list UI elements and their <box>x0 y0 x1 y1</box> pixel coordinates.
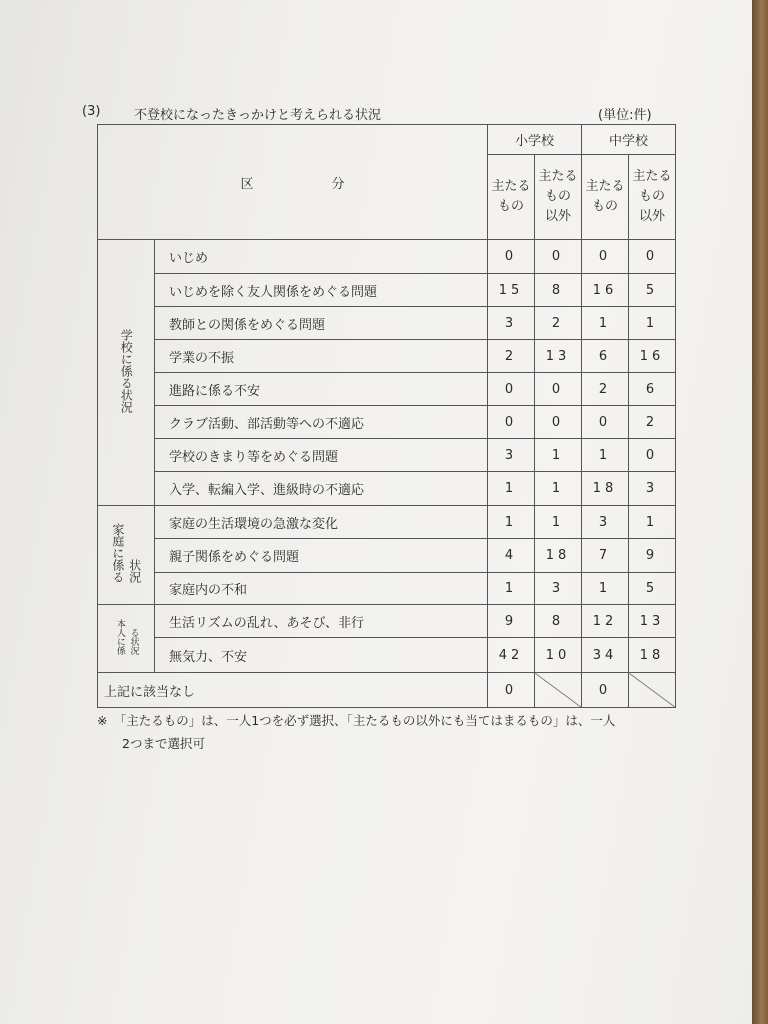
cell-value: 2 <box>629 406 676 439</box>
section-number: (3) <box>82 104 101 119</box>
cell-value: 5 <box>629 274 676 307</box>
cell-value: 1 <box>535 439 582 472</box>
table-row <box>98 274 676 307</box>
footnote-line2: 2つまで選択可 <box>122 736 205 751</box>
cell-value: 0 <box>535 406 582 439</box>
cell-value: 0 <box>488 240 535 274</box>
row-label: 入学、転編入学、進級時の不適応 <box>155 472 488 506</box>
section-title: 不登校になったきっかけと考えられる状況 <box>134 108 382 123</box>
cell-value: 1 <box>488 573 535 605</box>
cell-value: 3 <box>582 506 629 539</box>
jh-other-line1: 主たる <box>632 169 672 184</box>
cell-value: 0 <box>629 439 676 472</box>
table-row <box>98 573 676 605</box>
cell-value: 0 <box>488 673 535 708</box>
desk-edge <box>752 0 768 1024</box>
elementary-header: 小学校 <box>488 125 582 155</box>
cell-value: 16 <box>629 340 676 373</box>
table-row <box>98 638 676 673</box>
cell-value: 4 <box>488 539 535 573</box>
jh-main-line1: 主たる <box>585 179 625 194</box>
cell-value: 0 <box>488 373 535 406</box>
cell-value: 0 <box>582 240 629 274</box>
header-row-schools <box>98 125 676 155</box>
group-school <box>98 240 155 506</box>
group-self-label-a: 本人に係 <box>114 618 125 655</box>
cell-value: 15 <box>488 274 535 307</box>
row-label: 学校のきまり等をめぐる問題 <box>155 439 488 472</box>
table-row <box>98 605 676 638</box>
table-row <box>98 340 676 373</box>
table-row <box>98 539 676 573</box>
cell-value: 12 <box>582 605 629 638</box>
row-label: クラブ活動、部活動等への不適応 <box>155 406 488 439</box>
cell-value: 2 <box>535 307 582 340</box>
cell-value: 0 <box>535 373 582 406</box>
row-label: 教師との関係をめぐる問題 <box>155 307 488 340</box>
cell-value: 18 <box>535 539 582 573</box>
elem-other-line3: 以外 <box>544 209 571 224</box>
cell-value: 18 <box>629 638 676 673</box>
table-row <box>98 506 676 539</box>
cell-value: 8 <box>535 274 582 307</box>
cell-value: 7 <box>582 539 629 573</box>
row-label: 家庭の生活環境の急激な変化 <box>155 506 488 539</box>
row-label-none: 上記に該当なし <box>98 673 488 708</box>
diagonal-empty-cell <box>629 673 676 708</box>
cell-value: 8 <box>535 605 582 638</box>
cell-value: 2 <box>582 373 629 406</box>
jh-main-line2: もの <box>591 199 618 214</box>
cell-value: 9 <box>488 605 535 638</box>
row-label: 無気力、不安 <box>155 638 488 673</box>
cell-value: 3 <box>488 439 535 472</box>
cell-value: 1 <box>582 439 629 472</box>
cell-value: 3 <box>488 307 535 340</box>
row-label: 生活リズムの乱れ、あそび、非行 <box>155 605 488 638</box>
cell-value: 10 <box>535 638 582 673</box>
group-family-label-b: 状況 <box>127 559 142 583</box>
table-row-none <box>98 673 676 708</box>
cell-value: 1 <box>582 307 629 340</box>
elem-main-line2: もの <box>497 199 524 214</box>
elem-main-line1: 主たる <box>491 179 531 194</box>
cell-value: 3 <box>629 472 676 506</box>
elem-other-line1: 主たる <box>538 169 578 184</box>
cell-value: 16 <box>582 274 629 307</box>
group-self <box>98 605 155 673</box>
group-family <box>98 506 155 605</box>
junior-high-header: 中学校 <box>582 125 676 155</box>
row-label: いじめを除く友人関係をめぐる問題 <box>155 274 488 307</box>
cell-value: 6 <box>629 373 676 406</box>
cell-value: 13 <box>629 605 676 638</box>
cell-value: 1 <box>488 506 535 539</box>
cell-value: 13 <box>535 340 582 373</box>
cell-value: 42 <box>488 638 535 673</box>
cell-value: 3 <box>535 573 582 605</box>
row-label: 親子関係をめぐる問題 <box>155 539 488 573</box>
cell-value: 5 <box>629 573 676 605</box>
category-header <box>98 125 488 240</box>
row-label: 進路に係る不安 <box>155 373 488 406</box>
table-row <box>98 472 676 506</box>
footnote-line1: ※ 「主たるもの」は、一人1つを必ず選択、「主たるもの以外にも当てはまるもの」は、一人 <box>97 713 616 728</box>
statistics-table <box>97 124 676 708</box>
table-row <box>98 373 676 406</box>
cell-value: 1 <box>629 506 676 539</box>
table-row <box>98 406 676 439</box>
cell-value: 0 <box>488 406 535 439</box>
elem-other-line2: もの <box>544 189 571 204</box>
cell-value: 34 <box>582 638 629 673</box>
cell-value: 0 <box>535 240 582 274</box>
row-label: 学業の不振 <box>155 340 488 373</box>
jh-other-line3: 以外 <box>638 209 665 224</box>
group-family-label-a: 家庭に係る <box>110 523 125 583</box>
cell-value: 1 <box>535 472 582 506</box>
row-label: 家庭内の不和 <box>155 573 488 605</box>
cell-value: 1 <box>535 506 582 539</box>
elem-main-header <box>488 155 535 240</box>
jh-other-line2: もの <box>638 189 665 204</box>
cell-value: 2 <box>488 340 535 373</box>
cell-value: 1 <box>582 573 629 605</box>
table-row <box>98 307 676 340</box>
cell-value: 0 <box>582 406 629 439</box>
unit-label: (単位:件) <box>598 108 652 123</box>
category-header-text: 区 分 <box>240 176 345 192</box>
row-label: いじめ <box>155 240 488 274</box>
diagonal-empty-cell <box>535 673 582 708</box>
cell-value: 9 <box>629 539 676 573</box>
cell-value: 0 <box>629 240 676 274</box>
cell-value: 1 <box>488 472 535 506</box>
cell-value: 6 <box>582 340 629 373</box>
cell-value: 0 <box>582 673 629 708</box>
jh-main-header <box>582 155 629 240</box>
group-self-label-b: る状況 <box>128 627 139 655</box>
table-row <box>98 439 676 472</box>
jh-other-header <box>629 155 676 240</box>
cell-value: 18 <box>582 472 629 506</box>
cell-value: 1 <box>629 307 676 340</box>
elem-other-header <box>535 155 582 240</box>
table-row <box>98 240 676 274</box>
group-school-label: 学校に係る状況 <box>119 328 134 413</box>
